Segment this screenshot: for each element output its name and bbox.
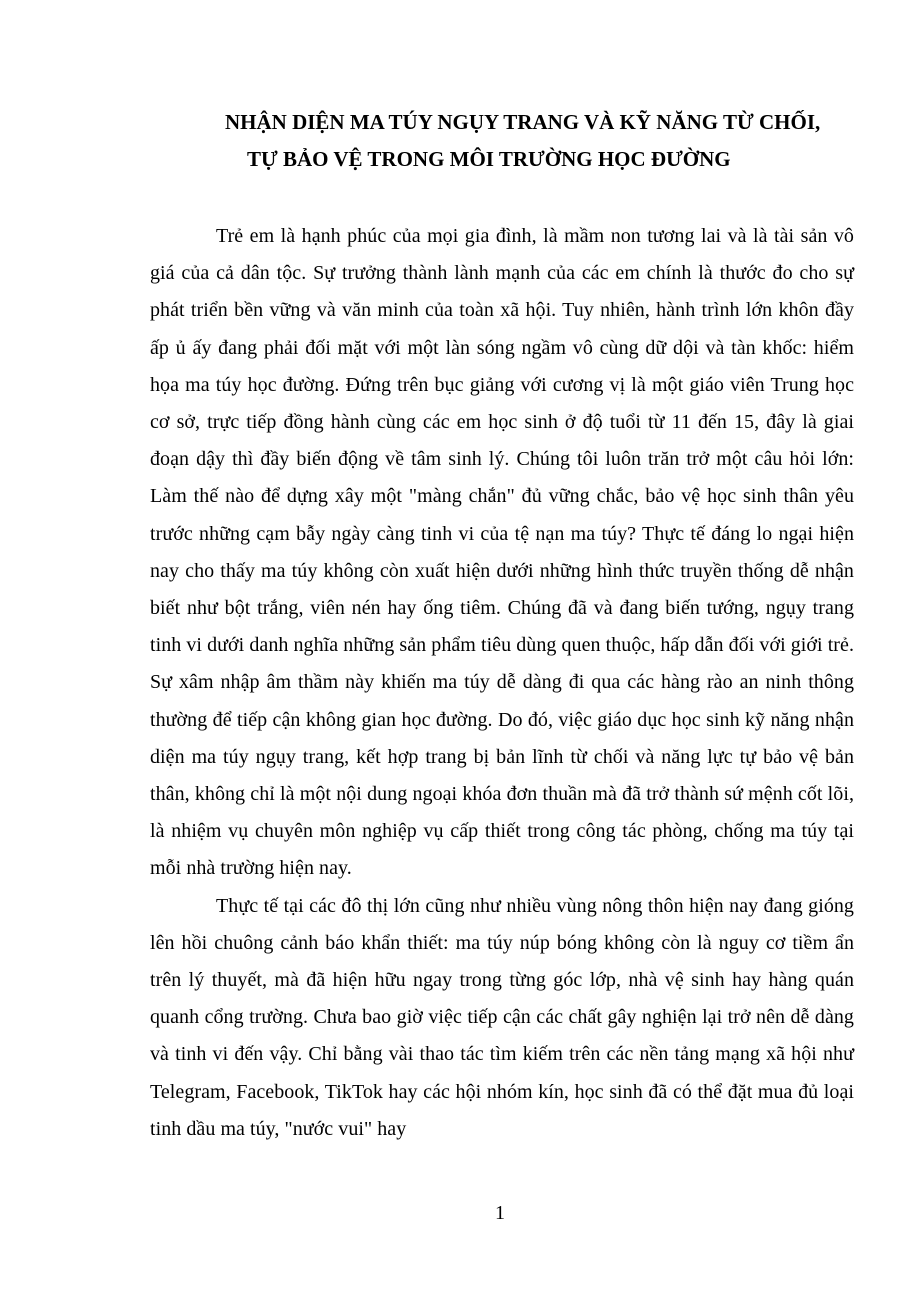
paragraph-1: Trẻ em là hạnh phúc của mọi gia đình, là mầm non tương lai và là tài sản vô giá của cả dân tộc. Sự trưởng thành lành mạnh của các em chính là thước đo cho sự phát triển bền vững và văn minh của toàn xã hội. Tuy nhiên, hành trình lớn khôn đầy ấp ủ ấy đang phải đối mặt với một làn sóng ngầm vô cùng dữ dội và tàn khốc: hiểm họa ma túy học đường. Đứng trên bục giảng với cương vị là một giáo viên Trung học cơ sở, trực tiếp đồng hành cùng các em học sinh ở độ tuổi từ 11 đến 15, đây là giai đoạn dậy thì đầy biến động về tâm sinh lý. Chúng tôi luôn trăn trở một câu hỏi lớn: Làm thế nào để dựng xây một "màng chắn" đủ vững chắc, bảo vệ học sinh thân yêu trước những cạm bẫy ngày càng tinh vi của tệ nạn ma túy? Thực tế đáng lo ngại hiện nay cho thấy ma túy không còn xuất hiện dưới những hình thức truyền thống dễ nhận biết như bột trắng, viên nén hay ống tiêm. Chúng đã và đang biến tướng, ngụy trang tinh vi dưới danh nghĩa những sản phẩm tiêu dùng quen thuộc, hấp dẫn đối với giới trẻ. Sự xâm nhập âm thầm này khiến ma túy dễ dàng đi qua các hàng rào an ninh thông thường để tiếp cận không gian học đường. Do đó, việc giáo dục học sinh kỹ năng nhận diện ma túy ngụy trang, kết hợp trang bị bản lĩnh từ chối và năng lực tự bảo vệ bản thân, không chỉ là một nội dung ngoại khóa đơn thuần mà đã trở thành sứ mệnh cốt lõi, là nhiệm vụ chuyên môn nghiệp vụ cấp thiết trong công tác phòng, chống ma túy tại mỗi nhà trường hiện nay. [150, 225, 854, 880]
page-number: 1 [495, 1202, 505, 1224]
title-line-2: TỰ BẢO VỆ TRONG MÔI TRƯỜNG HỌC ĐƯỜNG [247, 147, 731, 171]
body-text [150, 218, 854, 1148]
paragraph-2: Thực tế tại các đô thị lớn cũng như nhiều vùng nông thôn hiện nay đang gióng lên hồi chuông cảnh báo khẩn thiết: ma túy núp bóng không còn là nguy cơ tiềm ẩn trên lý thuyết, mà đã hiện hữu ngay trong từng góc lớp, nhà vệ sinh hay hàng quán quanh cổng trường. Chưa bao giờ việc tiếp cận các chất gây nghiện lại trở nên dễ dàng và tinh vi đến vậy. Chỉ bằng vài thao tác tìm kiếm trên các nền tảng mạng xã hội như Telegram, Facebook, TikTok hay các hội nhóm kín, học sinh đã có thể đặt mua đủ loại tinh dầu ma túy, "nước vui" hay [150, 894, 854, 1140]
title-line-1: NHẬN DIỆN MA TÚY NGỤY TRANG VÀ KỸ NĂNG TỪ CHỐI, [225, 110, 821, 134]
